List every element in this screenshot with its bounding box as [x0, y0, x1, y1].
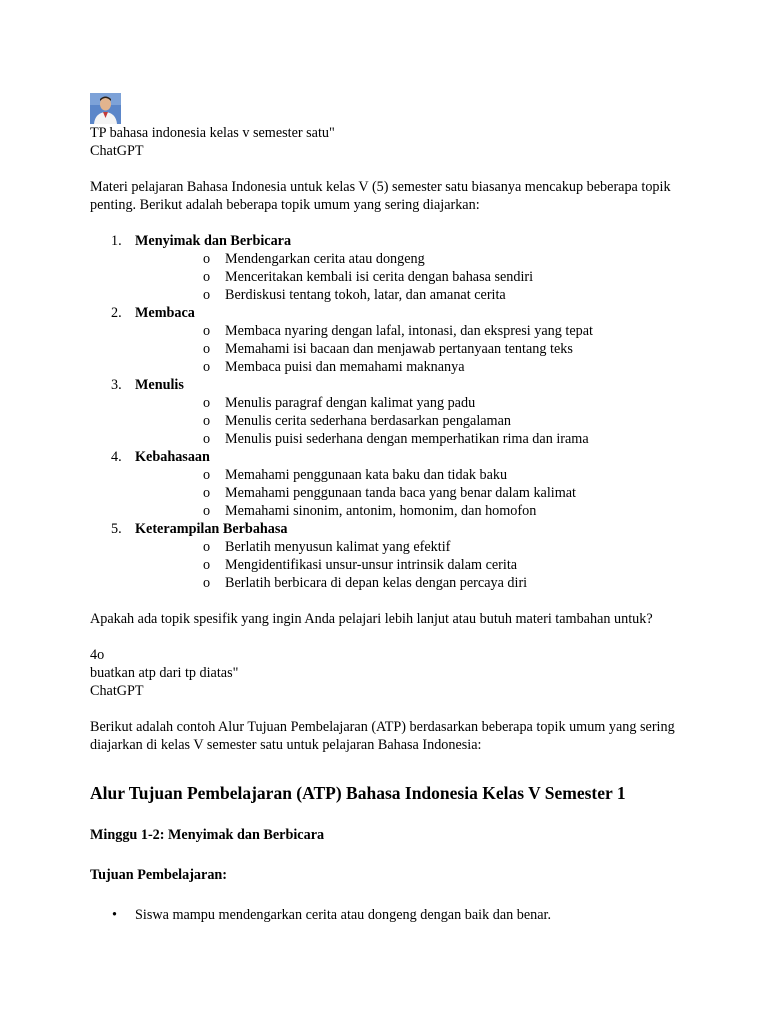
sub-marker: o — [203, 539, 211, 555]
subtopic-item — [135, 322, 690, 340]
subtopic-text: Berlatih berbicara di depan kelas dengan percaya diri — [225, 575, 528, 591]
topic-item — [90, 520, 690, 592]
sub-marker: o — [203, 341, 211, 357]
subtopic-item — [135, 556, 690, 574]
bullet-marker: • — [112, 907, 117, 923]
subtopic-item — [135, 250, 690, 268]
topic-number: 2. — [111, 305, 122, 321]
subtopic-text: Memahami isi bacaan dan menjawab pertanyaan tentang teks — [225, 341, 573, 357]
topic-title: Keterampilan Berbahasa — [135, 521, 288, 537]
assistant-label-2: ChatGPT — [90, 683, 144, 699]
sub-marker: o — [203, 413, 211, 429]
topic-title: Kebahasaan — [135, 449, 210, 465]
user-prompt-1: TP bahasa indonesia kelas v semester satu" — [90, 125, 335, 141]
subtopic-text: Memahami penggunaan tanda baca yang benar dalam kalimat — [225, 485, 576, 501]
goals-list — [90, 906, 690, 924]
subtopic-item — [135, 268, 690, 286]
subtopic-item — [135, 538, 690, 556]
subtopic-text: Menulis paragraf dengan kalimat yang padu — [225, 395, 476, 411]
subtopic-item — [135, 466, 690, 484]
subtopic-item — [135, 286, 690, 304]
subtopic-item — [135, 502, 690, 520]
topic-list — [90, 232, 690, 592]
subtopic-text: Membaca nyaring dengan lafal, intonasi, dan ekspresi yang tepat — [225, 323, 593, 339]
atp-heading: Alur Tujuan Pembelajaran (ATP) Bahasa Indonesia Kelas V Semester 1 — [90, 783, 626, 803]
topic-number: 4. — [111, 449, 122, 465]
subtopic-list — [135, 466, 690, 520]
model-tag: 4o — [90, 647, 105, 663]
sub-marker: o — [203, 575, 211, 591]
sub-marker: o — [203, 395, 211, 411]
sub-marker: o — [203, 269, 211, 285]
user-avatar-icon — [90, 93, 121, 124]
sub-marker: o — [203, 557, 211, 573]
subtopic-list — [135, 250, 690, 304]
topic-item — [90, 232, 690, 304]
subtopic-text: Mengidentifikasi unsur-unsur intrinsik dalam cerita — [225, 557, 518, 573]
response-1-closing: Apakah ada topik spesifik yang ingin Anda pelajari lebih lanjut atau butuh materi tambahan untuk? — [90, 611, 653, 627]
topic-item — [90, 304, 690, 376]
subtopic-list — [135, 322, 690, 376]
topic-title: Menyimak dan Berbicara — [135, 233, 292, 249]
subtopic-text: Berlatih menyusun kalimat yang efektif — [225, 539, 451, 555]
goal-item — [90, 906, 690, 924]
sub-marker: o — [203, 503, 211, 519]
assistant-label-1: ChatGPT — [90, 143, 144, 159]
topic-item — [90, 448, 690, 520]
subtopic-list — [135, 538, 690, 592]
response-1-intro: Materi pelajaran Bahasa Indonesia untuk kelas V (5) semester satu biasanya mencakup beberapa topik penting. Berikut adalah beberapa topik umum yang sering diajarkan: — [90, 179, 671, 213]
subtopic-item — [135, 430, 690, 448]
subtopic-item — [135, 412, 690, 430]
goals-heading: Tujuan Pembelajaran: — [90, 867, 228, 883]
topic-number: 1. — [111, 233, 122, 249]
goal-text: Siswa mampu mendengarkan cerita atau dongeng dengan baik dan benar. — [135, 907, 552, 923]
subtopic-text: Menceritakan kembali isi cerita dengan bahasa sendiri — [225, 269, 534, 285]
subtopic-text: Memahami penggunaan kata baku dan tidak baku — [225, 467, 508, 483]
subtopic-text: Menulis puisi sederhana dengan memperhatikan rima dan irama — [225, 431, 589, 447]
sub-marker: o — [203, 485, 211, 501]
sub-marker: o — [203, 323, 211, 339]
sub-marker: o — [203, 359, 211, 375]
subtopic-text: Menulis cerita sederhana berdasarkan pengalaman — [225, 413, 511, 429]
topic-title: Membaca — [135, 305, 195, 321]
document-page — [90, 93, 690, 924]
topic-number: 5. — [111, 521, 122, 537]
subtopic-item — [135, 340, 690, 358]
sub-marker: o — [203, 431, 211, 447]
sub-marker: o — [203, 287, 211, 303]
subtopic-item — [135, 394, 690, 412]
subtopic-item — [135, 358, 690, 376]
user-prompt-2: buatkan atp dari tp diatas" — [90, 665, 239, 681]
topic-title: Menulis — [135, 377, 184, 393]
subtopic-text: Membaca puisi dan memahami maknanya — [225, 359, 465, 375]
subtopic-text: Berdiskusi tentang tokoh, latar, dan amanat cerita — [225, 287, 506, 303]
subtopic-text: Memahami sinonim, antonim, homonim, dan homofon — [225, 503, 537, 519]
subtopic-text: Mendengarkan cerita atau dongeng — [225, 251, 425, 267]
response-2-intro: Berikut adalah contoh Alur Tujuan Pembelajaran (ATP) berdasarkan beberapa topik umum yang sering diajarkan di kelas V semester satu untuk pelajaran Bahasa Indonesia: — [90, 719, 675, 753]
topic-number: 3. — [111, 377, 122, 393]
sub-marker: o — [203, 467, 211, 483]
subtopic-list — [135, 394, 690, 448]
topic-item — [90, 376, 690, 448]
subtopic-item — [135, 574, 690, 592]
week-heading: Minggu 1-2: Menyimak dan Berbicara — [90, 827, 325, 843]
sub-marker: o — [203, 251, 211, 267]
subtopic-item — [135, 484, 690, 502]
